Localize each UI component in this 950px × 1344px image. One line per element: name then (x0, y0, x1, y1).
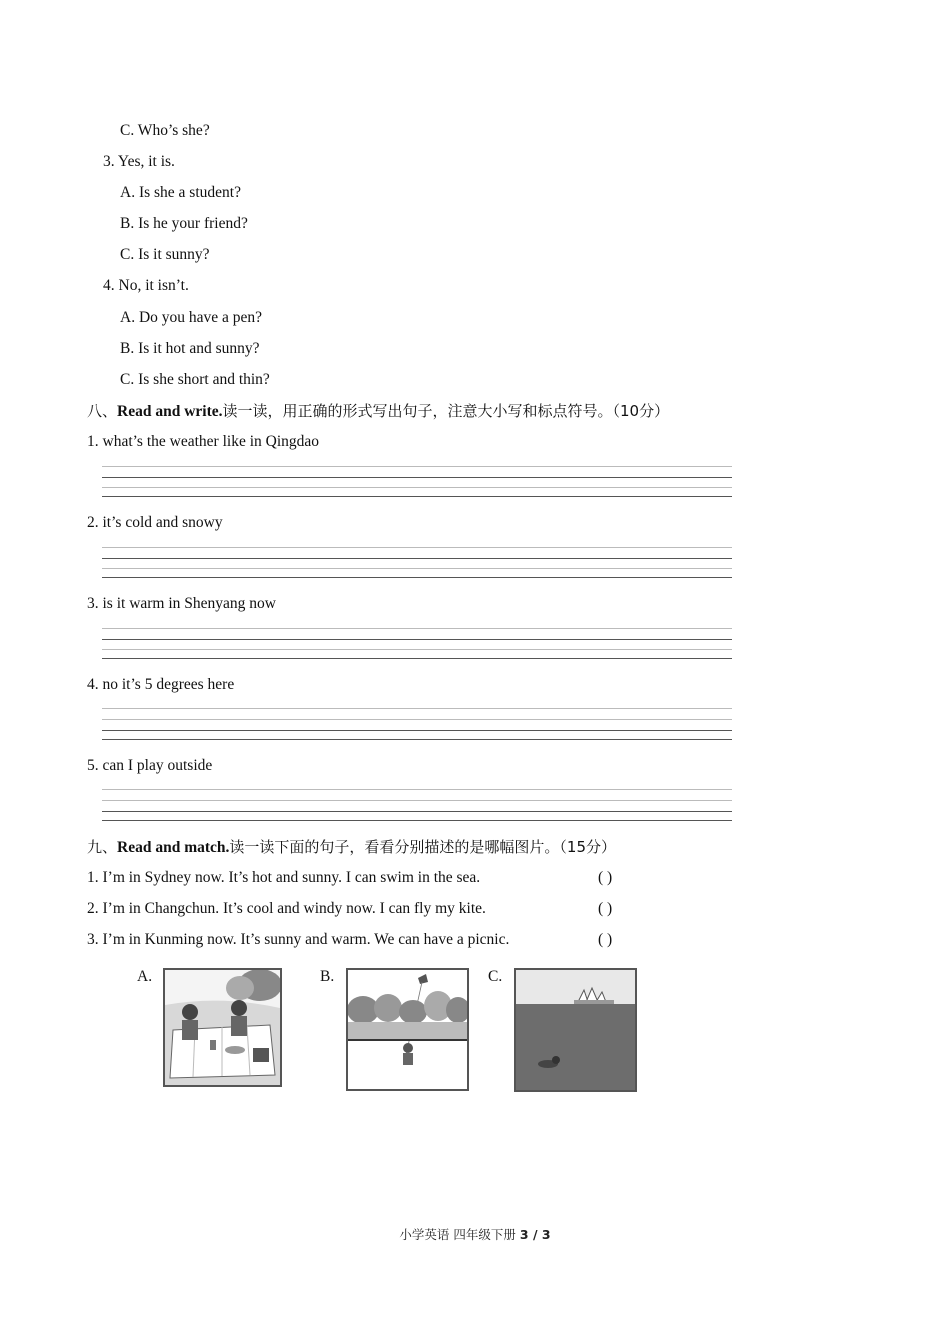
q3-prompt: 3. Yes, it is. (103, 153, 175, 170)
write-item-5: 5. can I play outside (87, 757, 213, 774)
writing-line[interactable] (102, 708, 732, 709)
writing-line[interactable] (102, 477, 732, 478)
match-item-3: 3. I’m in Kunming now. It’s sunny and warm. We can have a picnic. (87, 931, 510, 948)
q2-option-c: C. Who’s she? (120, 122, 210, 139)
write-item-3: 3. is it warm in Shenyang now (87, 595, 276, 612)
picture-a-label: A. (137, 968, 153, 985)
kite-picture (346, 968, 469, 1091)
picnic-illustration (165, 970, 280, 1085)
q4-option-c: C. Is she short and thin? (120, 371, 270, 388)
answer-blank[interactable]: ( ) (598, 931, 613, 948)
picnic-picture (163, 968, 282, 1087)
writing-line[interactable] (102, 719, 732, 720)
picture-b-label: B. (320, 968, 335, 985)
writing-line[interactable] (102, 487, 732, 488)
q3-option-a: A. Is she a student? (120, 184, 241, 201)
section8-title-en: Read and write. (117, 403, 223, 420)
section9-number: 九、 (87, 838, 118, 856)
answer-blank[interactable]: ( ) (598, 900, 613, 917)
section9-title-zh: 读一读下面的句子，看看分别描述的是哪幅图片。（15分） (229, 838, 616, 856)
swimming-picture (514, 968, 637, 1092)
section8-number: 八、 (87, 402, 118, 420)
writing-line[interactable] (102, 739, 732, 740)
writing-line[interactable] (102, 658, 732, 659)
writing-line[interactable] (102, 558, 732, 559)
footer-page-number: 3 / 3 (519, 1227, 551, 1242)
writing-line[interactable] (102, 496, 732, 497)
answer-blank[interactable]: ( ) (598, 869, 613, 886)
kite-illustration (348, 970, 467, 1089)
write-item-1: 1. what’s the weather like in Qingdao (87, 433, 320, 450)
match-item-2: 2. I’m in Changchun. It’s cool and windy now. I can fly my kite. (87, 900, 486, 917)
writing-line[interactable] (102, 730, 732, 731)
writing-line[interactable] (102, 789, 732, 790)
q4-prompt: 4. No, it isn’t. (103, 277, 189, 294)
writing-line[interactable] (102, 820, 732, 821)
writing-line[interactable] (102, 800, 732, 801)
q3-option-b: B. Is he your friend? (120, 215, 248, 232)
footer-subject: 小学英语 四年级下册 (399, 1227, 516, 1242)
writing-line[interactable] (102, 577, 732, 578)
q3-option-c: C. Is it sunny? (120, 246, 210, 263)
picture-c-label: C. (488, 968, 503, 985)
writing-line[interactable] (102, 568, 732, 569)
writing-line[interactable] (102, 466, 732, 467)
write-item-2: 2. it’s cold and snowy (87, 514, 223, 531)
section9-title-en: Read and match. (117, 839, 230, 856)
q4-option-b: B. Is it hot and sunny? (120, 340, 260, 357)
writing-line[interactable] (102, 811, 732, 812)
match-item-1: 1. I’m in Sydney now. It’s hot and sunny. I can swim in the sea. (87, 869, 481, 886)
swimming-illustration (516, 970, 635, 1090)
writing-line[interactable] (102, 628, 732, 629)
page-footer (0, 1225, 950, 1243)
writing-line[interactable] (102, 649, 732, 650)
section9-heading (87, 837, 616, 858)
section8-heading (87, 401, 669, 422)
writing-line[interactable] (102, 639, 732, 640)
writing-line[interactable] (102, 547, 732, 548)
q4-option-a: A. Do you have a pen? (120, 309, 263, 326)
write-item-4: 4. no it’s 5 degrees here (87, 676, 235, 693)
section8-title-zh: 读一读，用正确的形式写出句子，注意大小写和标点符号。（10分） (222, 402, 670, 420)
